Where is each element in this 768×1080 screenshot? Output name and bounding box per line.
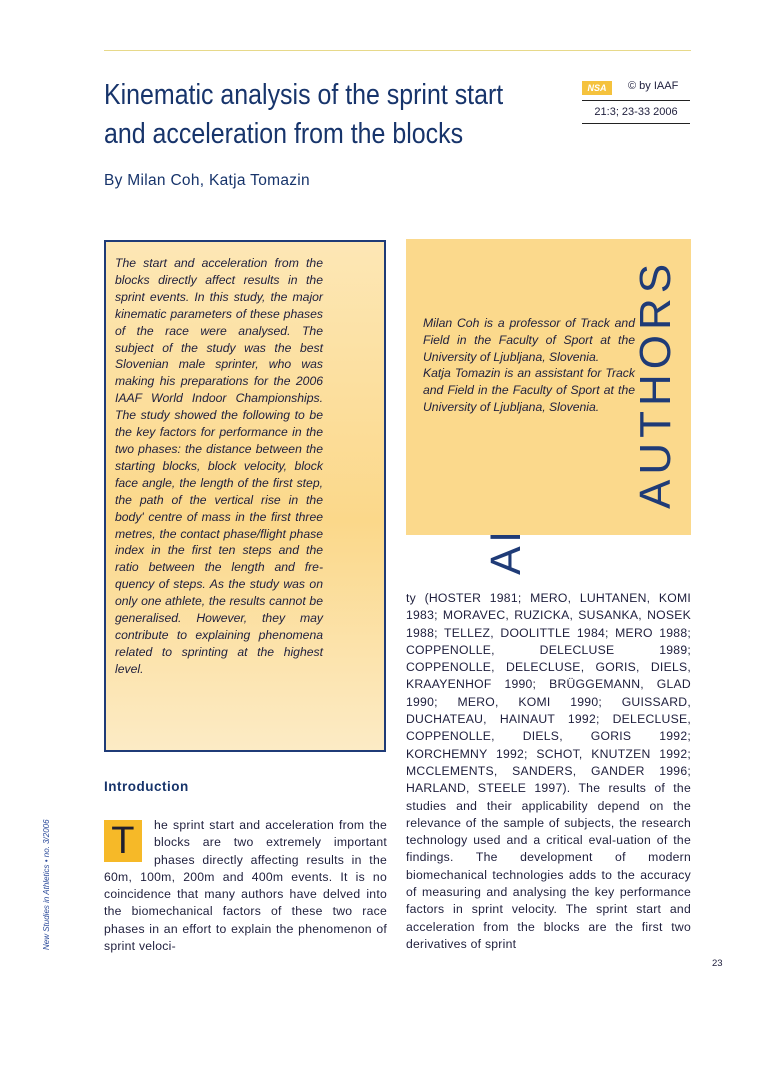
copyright-text: © by IAAF xyxy=(628,80,679,92)
journal-name: New Studies in Athletics • no. 3/2006 xyxy=(42,819,51,950)
authors-label: AUTHORS xyxy=(631,258,680,509)
authors-box xyxy=(406,239,691,535)
title-line-2: and acceleration from the blocks xyxy=(104,118,464,150)
nsa-logo-icon: NSA xyxy=(582,81,612,95)
authors-text xyxy=(423,315,635,416)
section-heading: Introduction xyxy=(104,779,189,794)
drop-cap: T xyxy=(104,820,142,862)
journal-sidebar xyxy=(42,819,54,1080)
body-column-left xyxy=(104,817,387,955)
article-title xyxy=(104,76,508,154)
intro-text-left: he sprint start and acceleration from the blocks are two extremely important phases directly affecting results in the 60m, 100m, 200m and 400m events. It is no coincidence that many authors have delved into the biomechanical factors of these two race phases in an effort to explain the phenomenon of sprint veloci- xyxy=(104,818,387,954)
title-line-1: Kinematic analysis of the sprint start xyxy=(104,79,504,111)
body-column-right: ty (HOSTER 1981; MERO, LUHTANEN, KOMI 1983; MORAVEC, RUZICKA, SUSANKA, NOSEK 1988; TELLEZ, DOOLITTLE 1984; MERO 1988; COPPENOLLE, DELECLUSE 1989; COPPENOLLE, DELECLUSE, GORIS, DIELS, KRAAYENHOF 1990; BRÜGGEMANN, GLAD 1990; MERO, KOMI 1990; GUISSARD, DUCHATEAU, HAINAUT 1992; DELECLUSE, COPPENOLLE, DIELS, GORIS 1992; KORCHEMNY 1992; SCHOT, KNUTZEN 1992; MCCLEMENTS, SANDERS, GANDER 1996; HARLAND, STEELE 1997). The results of the studies and their applicability depend on the relevance of the sample of subjects, the research technology used and a critical eval-uation of the findings. The development of modern biomechanical technologies adds to the accuracy of measuring and analysing the key performance factors in sprint velocity. The sprint start and acceleration from the blocks are the first two derivatives of sprint xyxy=(406,591,691,951)
issue-info: 21:3; 23-33 2006 xyxy=(582,100,690,124)
page-number: 23 xyxy=(712,958,723,969)
author-bio-1: Milan Coh is a professor of Track and Field in the Faculty of Sport at the University of Ljubljana, Slovenia. xyxy=(423,316,635,364)
byline: By Milan Coh, Katja Tomazin xyxy=(104,172,310,189)
abstract-text: The start and acceleration from the blocks directly affect results in the sprint events. In this study, the major kinematic parameters of these phases of the race were analysed. The subject of the study was the best Slovenian male sprinter, who was making his preparations for the 2006 IAAF World Indoor Championships. The study showed the following to be the key factors for performance in the two phases: the distance between the starting blocks, block velocity, block face angle, the length of the first step, the path of the vertical rise in the body' centre of mass in the first three metres, the contact phase/flight phase index in the first ten steps and the ratio between the length and fre-quency of steps. As the study was on only one athlete, the results cannot be generalised. However, they may contribute to explaining phenomena related to sprinting at the highest level. xyxy=(115,256,323,676)
abstract-box xyxy=(104,240,386,752)
author-bio-2: Katja Tomazin is an assistant for Track and Field in the Faculty of Sport at the University of Ljubljana, Slovenia. xyxy=(423,366,635,414)
top-rule xyxy=(104,50,691,51)
